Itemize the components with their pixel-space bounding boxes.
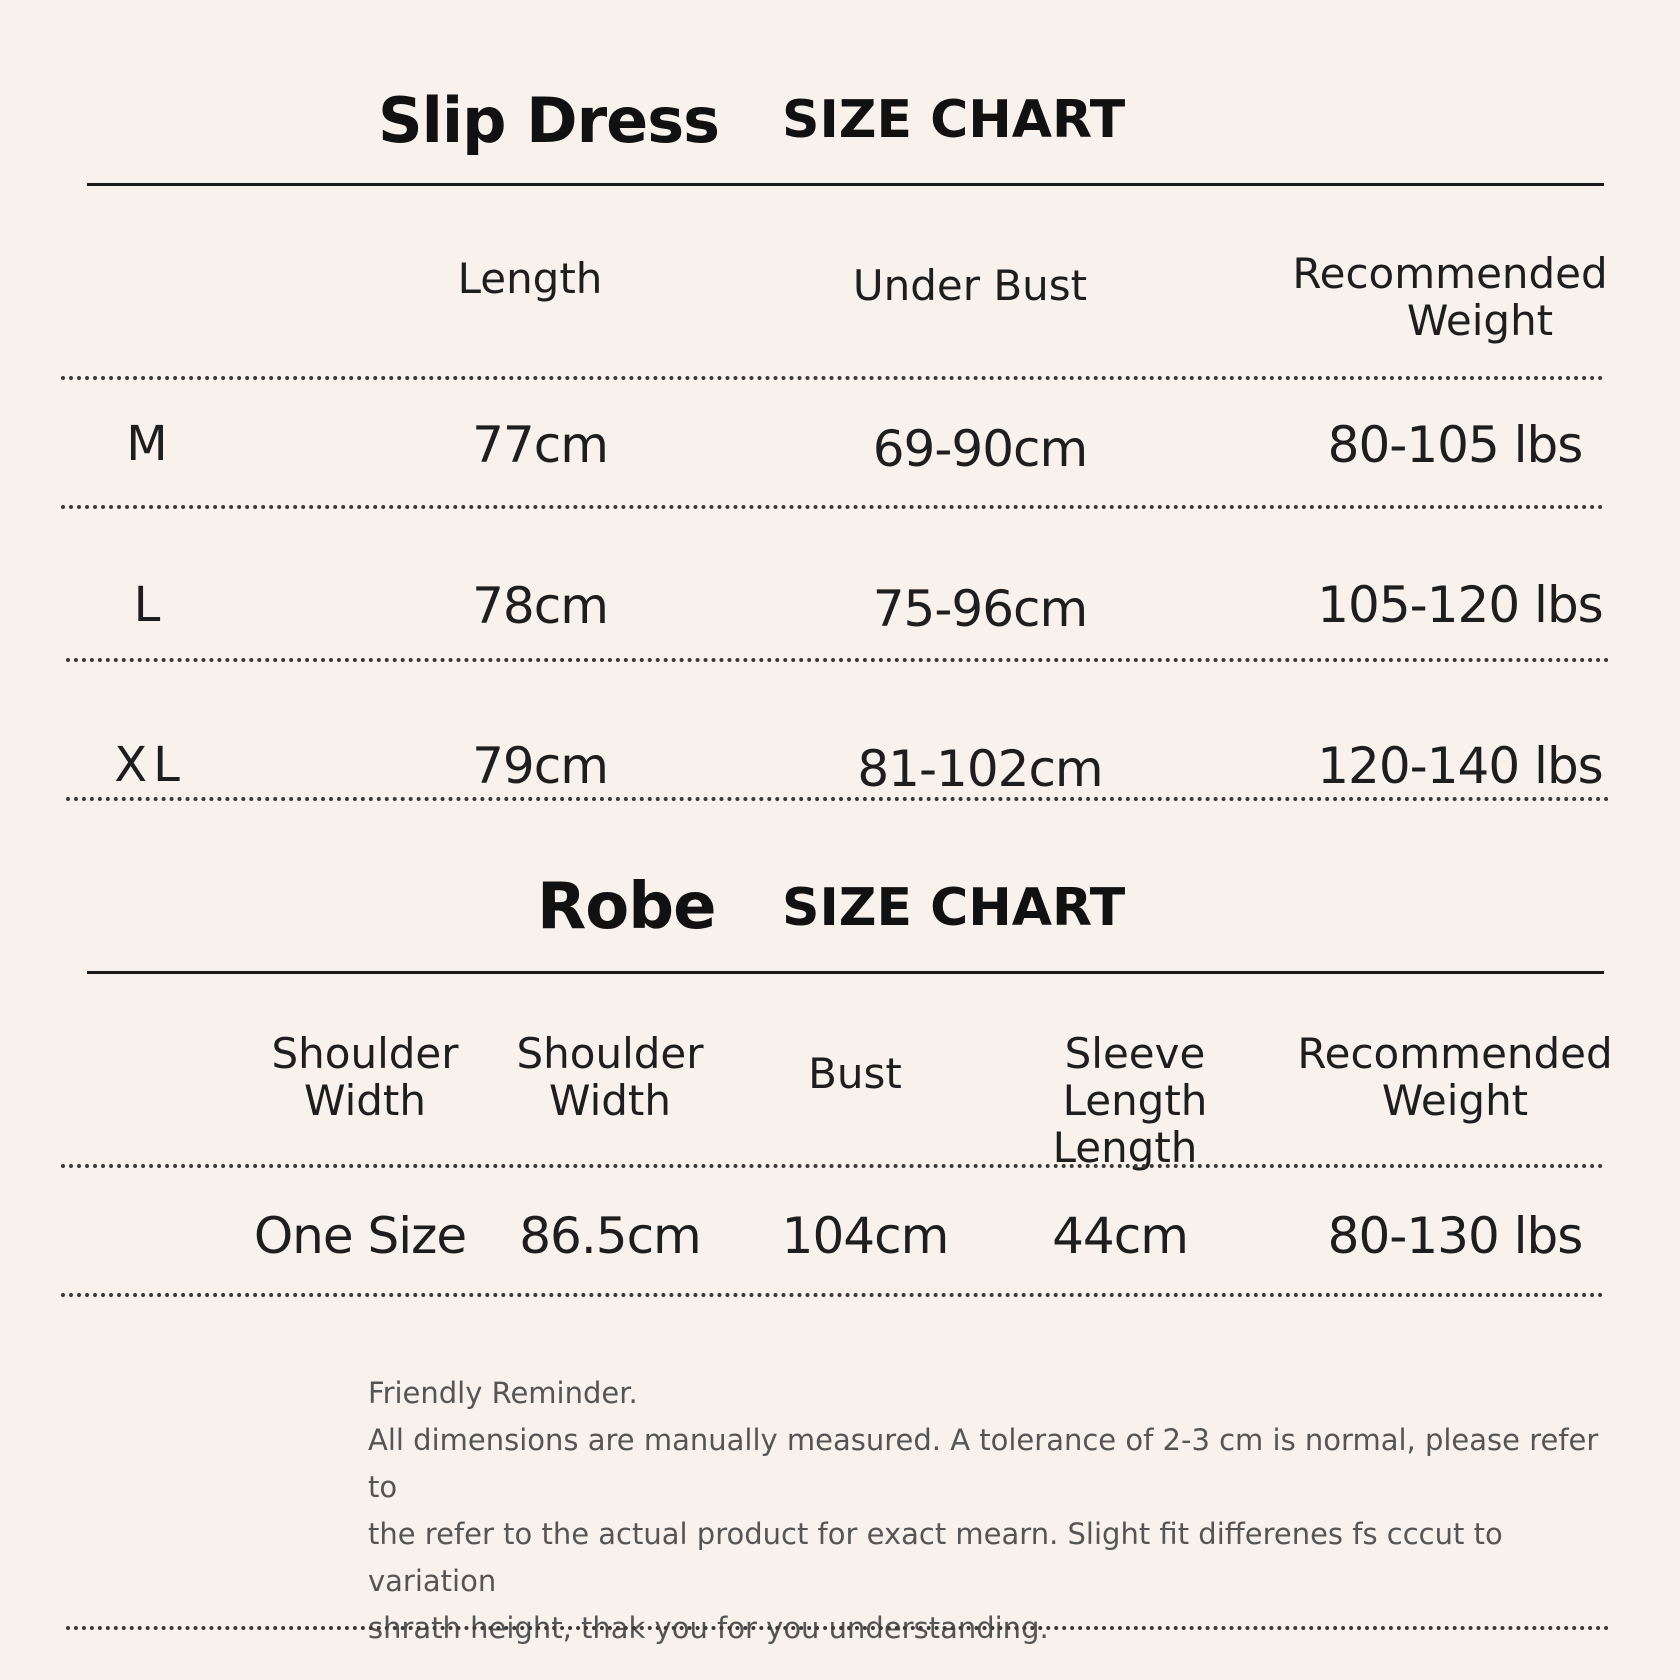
slip-dress-title-rule	[87, 183, 1604, 186]
slip-dress-size-chart-label: SIZE CHART	[782, 90, 1126, 150]
slip-dress-title: Slip Dress	[378, 84, 720, 157]
reminder-heading: Friendly Reminder.	[368, 1376, 638, 1410]
robe-header-2-line1: Shoulder	[516, 1029, 704, 1078]
cell-under-bust-xl: 81-102cm	[857, 740, 1103, 798]
robe-cell-size: One Size	[253, 1207, 467, 1265]
robe-header-bust	[775, 1050, 935, 1097]
reminder-line-3: shrath height, thak you for you understanding.	[368, 1611, 1049, 1645]
row-divider-m	[61, 505, 1604, 509]
cell-length-xl: 79cm	[472, 737, 608, 795]
robe-header-4-line1: Sleeve Length	[1062, 1029, 1208, 1125]
cell-under-bust-m: 69-90cm	[872, 420, 1088, 478]
robe-header-sleeve-length	[990, 1030, 1280, 1171]
cell-length-l: 78cm	[472, 577, 608, 635]
robe-header-5-line1: Recommended	[1297, 1029, 1613, 1078]
header-under-bust: Under Bust	[852, 261, 1088, 310]
robe-cell-shoulder-width: 86.5cm	[519, 1207, 701, 1265]
robe-header-1-line1: Shoulder	[271, 1029, 459, 1078]
cell-weight-l: 105-120 lbs	[1317, 576, 1603, 634]
header-weight-line1: Recommended	[1292, 249, 1608, 298]
robe-header-5-line2: Weight	[1381, 1076, 1529, 1125]
cell-weight-xl: 120-140 lbs	[1317, 737, 1603, 795]
header-length: Length	[457, 254, 603, 303]
robe-cell-bust: 104cm	[781, 1207, 949, 1265]
size-label-l: L	[133, 577, 167, 633]
robe-header-shoulder-width-1	[255, 1030, 475, 1124]
robe-header-3-line1: Bust	[808, 1049, 902, 1098]
header-weight-line2: Weight	[1406, 296, 1554, 345]
robe-header-divider	[61, 1164, 1604, 1168]
bottom-divider	[66, 1626, 1610, 1630]
robe-title: Robe	[537, 870, 716, 944]
slip-dress-header-divider	[61, 376, 1604, 380]
header-recommended-weight	[1270, 250, 1630, 344]
reminder-line-2: the refer to the actual product for exact mearn. Slight fit differenes fs cccut to variation	[368, 1517, 1503, 1598]
row-divider-l	[66, 658, 1610, 662]
robe-cell-weight: 80-130 lbs	[1327, 1207, 1583, 1265]
robe-header-shoulder-width-2	[500, 1030, 720, 1124]
reminder-line-1: All dimensions are manually measured. A tolerance of 2-3 cm is normal, please refer to	[368, 1423, 1599, 1504]
robe-header-1-line2: Width	[303, 1076, 427, 1125]
robe-header-recommended-weight	[1290, 1030, 1620, 1124]
robe-cell-sleeve-length: 44cm	[1052, 1207, 1188, 1265]
size-label-xl: XL	[114, 737, 186, 793]
friendly-reminder	[368, 1370, 1628, 1652]
robe-header-2-line2: Width	[548, 1076, 672, 1125]
cell-length-m: 77cm	[472, 416, 608, 474]
robe-title-rule	[87, 971, 1604, 974]
robe-size-chart-label: SIZE CHART	[782, 878, 1126, 938]
row-divider-xl	[66, 797, 1610, 801]
robe-header-4-line2: Length	[1052, 1123, 1198, 1172]
cell-under-bust-l: 75-96cm	[872, 580, 1088, 638]
size-label-m: M	[126, 416, 174, 472]
robe-row-divider	[61, 1293, 1604, 1297]
cell-weight-m: 80-105 lbs	[1327, 416, 1583, 474]
